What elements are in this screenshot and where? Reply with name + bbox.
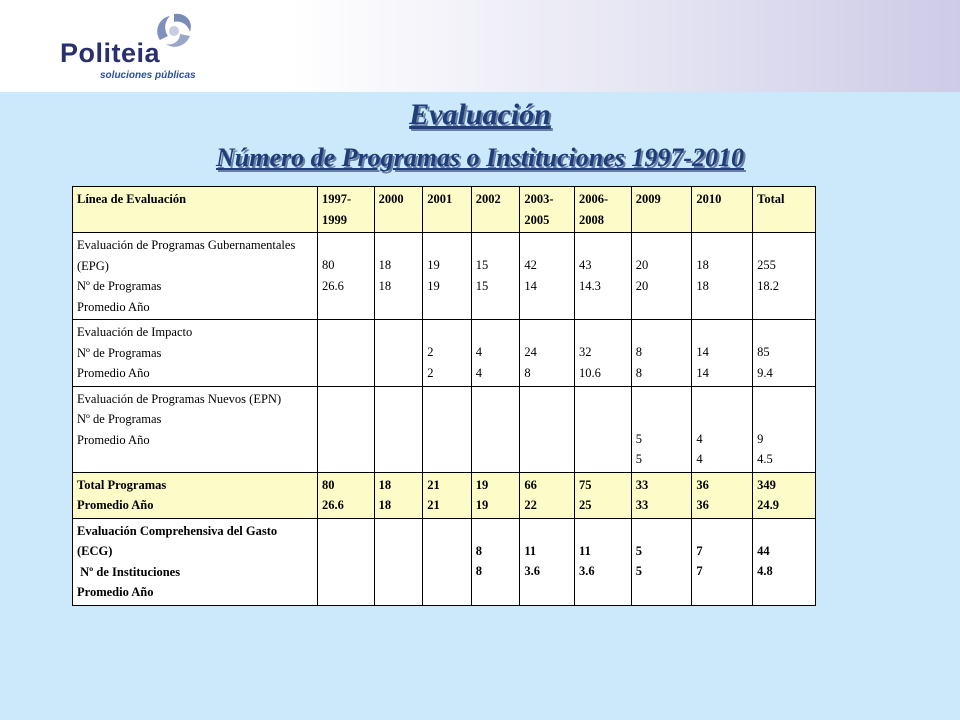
table-cell: 9 4.5	[753, 386, 816, 472]
table-cell: 18 18	[374, 233, 423, 320]
table-cell: 4 4	[471, 320, 520, 387]
table-cell: 44 4.8	[753, 518, 816, 605]
table-cell	[374, 320, 423, 387]
table-row-total	[73, 472, 816, 518]
row-label: Evaluación de Impacto Nº de Programas Promedio Año	[73, 320, 318, 387]
header-cell: Total	[753, 187, 816, 233]
table-cell	[374, 518, 423, 605]
table-cell: 24 8	[520, 320, 575, 387]
header-cell: 2010	[692, 187, 753, 233]
table-cell: 85 9.4	[753, 320, 816, 387]
table-cell	[471, 386, 520, 472]
table-cell: 42 14	[520, 233, 575, 320]
page-subtitle: Número de Programas o Instituciones 1997-2010	[216, 143, 744, 172]
table-cell: 11 3.6	[520, 518, 575, 605]
header-cell: 1997-1999	[317, 187, 374, 233]
table-cell: 36 36	[692, 472, 753, 518]
table-cell	[374, 386, 423, 472]
table-cell	[520, 386, 575, 472]
table-cell: 19 19	[471, 472, 520, 518]
row-label: Evaluación de Programas Gubernamentales (EPG) Nº de Programas Promedio Año	[73, 233, 318, 320]
header-cell: 2009	[631, 187, 692, 233]
table-cell: 21 21	[423, 472, 472, 518]
evaluation-table	[72, 186, 816, 606]
row-label: Evaluación Comprehensiva del Gasto (ECG) Nº de Instituciones Promedio Año	[73, 518, 318, 605]
table-cell: 19 19	[423, 233, 472, 320]
table-cell: 32 10.6	[575, 320, 632, 387]
table-cell: 15 15	[471, 233, 520, 320]
table-cell: 8 8	[471, 518, 520, 605]
header-cell: 2000	[374, 187, 423, 233]
header-band	[0, 0, 960, 92]
table-cell: 7 7	[692, 518, 753, 605]
table-cell	[317, 386, 374, 472]
table-cell: 8 8	[631, 320, 692, 387]
table-cell: 349 24.9	[753, 472, 816, 518]
header-cell: Línea de Evaluación	[73, 187, 318, 233]
table-cell	[575, 386, 632, 472]
table-cell: 80 26.6	[317, 472, 374, 518]
table-cell: 4 4	[692, 386, 753, 472]
table-cell	[317, 518, 374, 605]
table-row-ecg	[73, 518, 816, 605]
header-cell: 2003-2005	[520, 187, 575, 233]
header-cell: 2006-2008	[575, 187, 632, 233]
header-cell: 2002	[471, 187, 520, 233]
table-cell: 80 26.6	[317, 233, 374, 320]
logo-wordmark: Politeia	[60, 38, 161, 68]
table-cell: 33 33	[631, 472, 692, 518]
politeia-logo	[60, 10, 260, 90]
table-cell	[423, 386, 472, 472]
table-cell: 20 20	[631, 233, 692, 320]
table-row-impacto	[73, 320, 816, 387]
logo-tagline: soluciones públicas	[100, 70, 196, 81]
table-cell: 11 3.6	[575, 518, 632, 605]
table-header-row	[73, 187, 816, 233]
table-cell: 2 2	[423, 320, 472, 387]
table-cell: 18 18	[692, 233, 753, 320]
table-cell: 18 18	[374, 472, 423, 518]
table-cell: 5 5	[631, 518, 692, 605]
page-title: Evaluación	[409, 98, 551, 131]
table-cell: 75 25	[575, 472, 632, 518]
table-row-epn	[73, 386, 816, 472]
table-cell: 43 14.3	[575, 233, 632, 320]
table-cell: 14 14	[692, 320, 753, 387]
row-label: Total Programas Promedio Año	[73, 472, 318, 518]
table-cell: 66 22	[520, 472, 575, 518]
table-cell: 255 18.2	[753, 233, 816, 320]
table-cell	[423, 518, 472, 605]
row-label: Evaluación de Programas Nuevos (EPN) Nº de Programas Promedio Año	[73, 386, 318, 472]
header-cell: 2001	[423, 187, 472, 233]
table-cell: 5 5	[631, 386, 692, 472]
table-row-epg	[73, 233, 816, 320]
table-cell	[317, 320, 374, 387]
